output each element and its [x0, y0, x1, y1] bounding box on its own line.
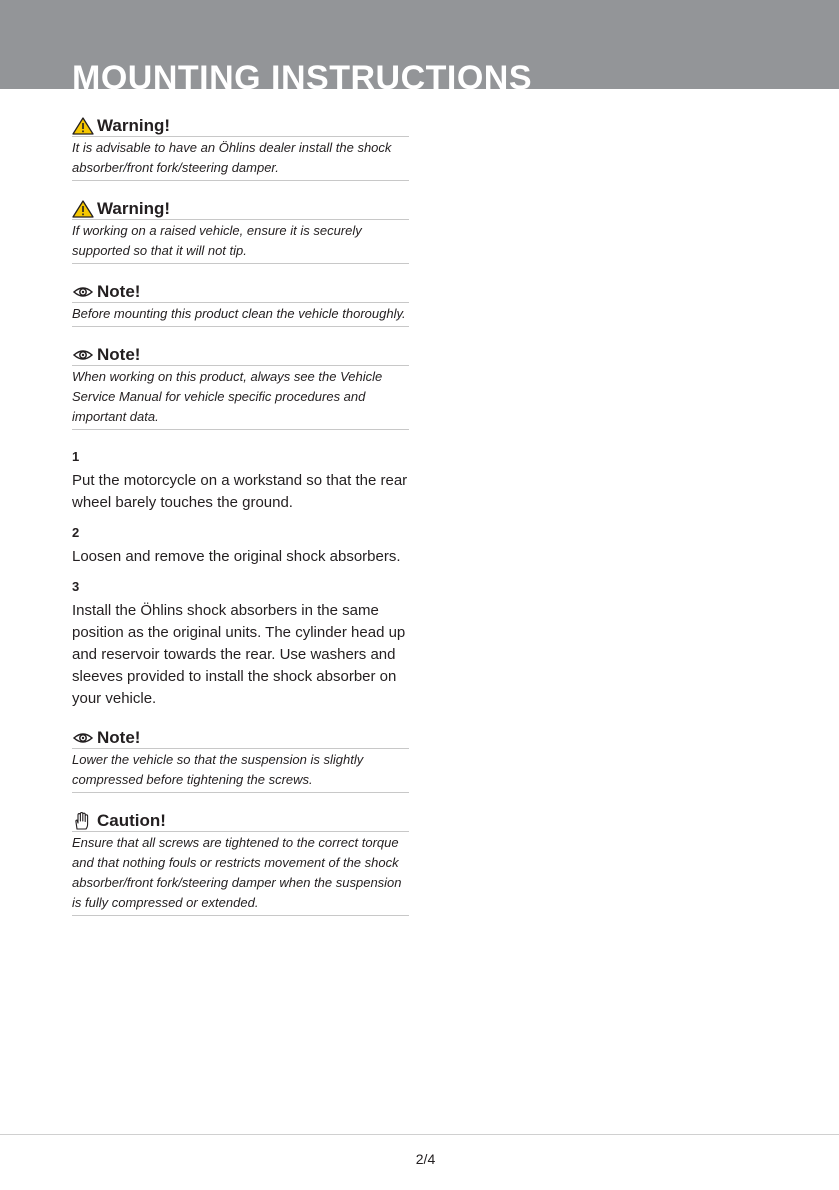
- page-number: 2/4: [415, 1151, 436, 1167]
- warning-triangle-icon: [72, 117, 94, 135]
- notice-title: Note!: [97, 282, 141, 301]
- notice-text: Before mounting this product clean the vehicle thoroughly.: [72, 303, 409, 327]
- notice-text: If working on a raised vehicle, ensure it is securely supported so that it will not tip.: [72, 220, 409, 264]
- page-title: MOUNTING INSTRUCTIONS: [72, 59, 533, 89]
- eye-icon: [72, 346, 94, 364]
- notice-header: [72, 116, 409, 137]
- notice-header: [72, 345, 409, 366]
- note-notice: [72, 728, 409, 793]
- warning-notice: [72, 116, 409, 181]
- notice-text: It is advisable to have an Öhlins dealer install the shock absorber/front fork/steering damper.: [72, 137, 409, 181]
- notice-header: [72, 728, 409, 749]
- step: [72, 448, 409, 514]
- warning-triangle-icon: [72, 200, 94, 218]
- notice-header: [72, 199, 409, 220]
- step: [72, 524, 409, 568]
- instructions-content: [72, 116, 409, 934]
- notice-title: Warning!: [97, 199, 171, 218]
- notice-title: Caution!: [97, 811, 166, 830]
- step-number: 2: [72, 525, 80, 540]
- notice-text: Lower the vehicle so that the suspension is slightly compressed before tightening the screws.: [72, 749, 409, 793]
- step-number: 3: [72, 579, 80, 594]
- notice-title: Warning!: [97, 116, 171, 135]
- step-number: 1: [72, 449, 80, 464]
- step-text: Put the motorcycle on a workstand so that the rear wheel barely touches the ground.: [72, 472, 408, 511]
- notice-header: [72, 811, 409, 832]
- warning-notice: [72, 199, 409, 264]
- step-text: Loosen and remove the original shock absorbers.: [72, 548, 401, 565]
- note-notice: [72, 345, 409, 430]
- notice-title: Note!: [97, 345, 141, 364]
- step: [72, 578, 409, 710]
- header-band: [0, 0, 839, 89]
- eye-icon: [72, 729, 94, 747]
- step-text: Install the Öhlins shock absorbers in the same position as the original units. The cylinder head up and reservoir towards the rear. Use washers and sleeves provided to install the shock absorber on your vehicle.: [72, 602, 406, 707]
- notice-text: When working on this product, always see the Vehicle Service Manual for vehicle specific procedures and important data.: [72, 366, 409, 430]
- notice-title: Note!: [97, 728, 141, 747]
- hand-icon: [72, 812, 94, 830]
- footer-divider: [0, 1134, 839, 1135]
- note-notice: [72, 282, 409, 327]
- eye-icon: [72, 283, 94, 301]
- caution-notice: [72, 811, 409, 916]
- notice-header: [72, 282, 409, 303]
- notice-text: Ensure that all screws are tightened to the correct torque and that nothing fouls or restricts movement of the shock absorber/front fork/steering damper when the suspension is fully compressed or extended.: [72, 832, 409, 916]
